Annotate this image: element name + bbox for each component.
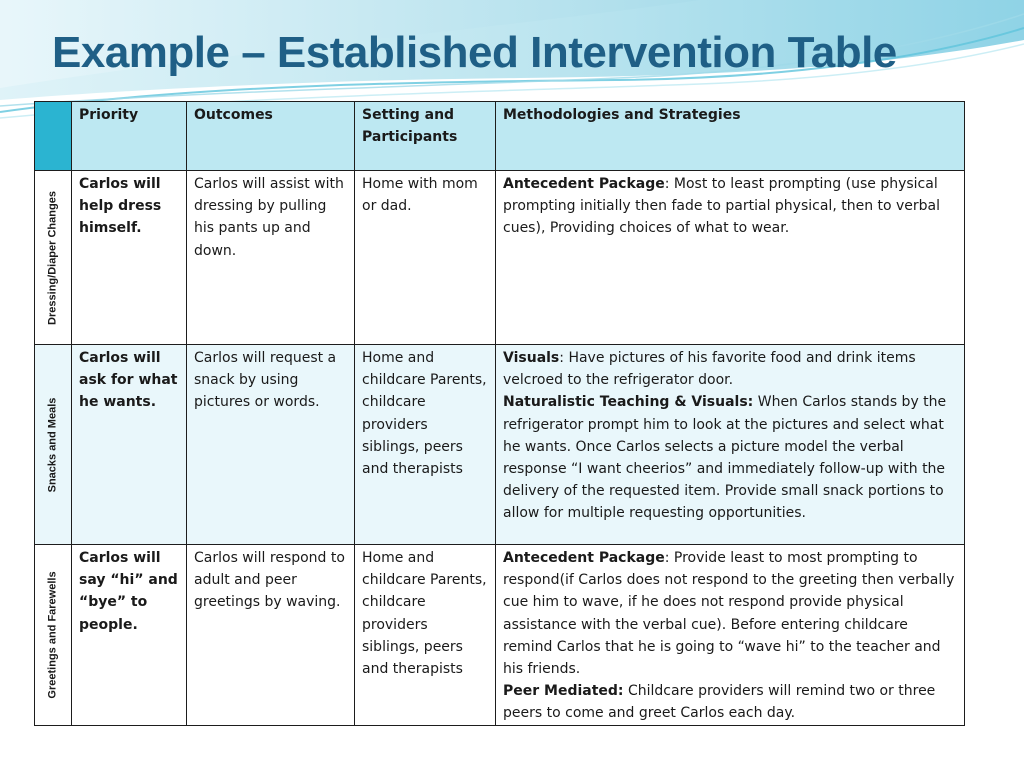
outcome-cell: Carlos will assist with dressing by pulling his pants up and down. <box>187 171 355 345</box>
priority-cell: Carlos will say “hi” and “bye” to people. <box>72 545 187 726</box>
header-priority: Priority <box>72 102 187 171</box>
slide-title: Example – Established Intervention Table <box>52 28 897 77</box>
intervention-table <box>34 101 965 726</box>
method-label: Antecedent Package <box>503 176 665 192</box>
priority-cell: Carlos will help dress himself. <box>72 171 187 345</box>
category-cell <box>35 171 72 345</box>
category-cell <box>35 545 72 726</box>
setting-cell: Home with mom or dad. <box>355 171 496 345</box>
header-setting: Setting and Participants <box>355 102 496 171</box>
methods-cell <box>496 171 965 345</box>
header-outcomes: Outcomes <box>187 102 355 171</box>
outcome-cell: Carlos will respond to adult and peer greetings by waving. <box>187 545 355 726</box>
method-label: Naturalistic Teaching & Visuals: <box>503 394 754 411</box>
priority-cell: Carlos will ask for what he wants. <box>72 345 187 545</box>
method-label: Visuals <box>503 350 560 366</box>
header-row <box>35 102 965 171</box>
setting-cell: Home and childcare Parents, childcare providers siblings, peers and therapists <box>355 345 496 545</box>
method-item <box>503 391 958 524</box>
method-item <box>503 173 958 240</box>
setting-cell: Home and childcare Parents, childcare providers siblings, peers and therapists <box>355 545 496 726</box>
method-text: When Carlos stands by the refrigerator prompt him to look at the pictures and select what he wants. Once Carlos selects a picture model the verbal response “I want cheerios” and immediately follow-up with the delivery of the requested item. Provide small snack portions to allow for multiple requesting opportunities. <box>503 394 947 522</box>
method-item <box>503 680 958 724</box>
method-text: : Most to least prompting (use physical prompting initially then fade to partial physical, then to verbal cues), Providing choices of what to wear. <box>503 176 941 237</box>
category-cell <box>35 345 72 545</box>
method-text: : Have pictures of his favorite food and drink items velcroed to the refrigerator door. <box>503 350 916 389</box>
method-item <box>503 547 958 680</box>
table-row <box>35 171 965 345</box>
category-label: Snacks and Meals <box>46 397 59 492</box>
methods-cell <box>496 545 965 726</box>
method-text: : Provide least to most prompting to respond(if Carlos does not respond to the greeting then verbally cue him to wave, if he does not respond provide physical assistance with the verbal cue). Before entering childcare remind Carlos that he is going to “wave hi” to the teacher and his friends. <box>503 550 955 678</box>
header-methodologies: Methodologies and Strategies <box>496 102 965 171</box>
header-corner-cell <box>35 102 72 171</box>
methods-cell <box>496 345 965 545</box>
table-row <box>35 545 965 726</box>
category-label: Greetings and Farewells <box>46 571 59 699</box>
method-item <box>503 347 958 391</box>
table-row <box>35 345 965 545</box>
method-text: Childcare providers will remind two or three peers to come and greet Carlos each day. <box>503 683 936 722</box>
category-label: Dressing/Diaper Changes <box>46 190 59 325</box>
method-label: Peer Mediated: <box>503 683 624 700</box>
method-label: Antecedent Package <box>503 550 665 566</box>
outcome-cell: Carlos will request a snack by using pictures or words. <box>187 345 355 545</box>
